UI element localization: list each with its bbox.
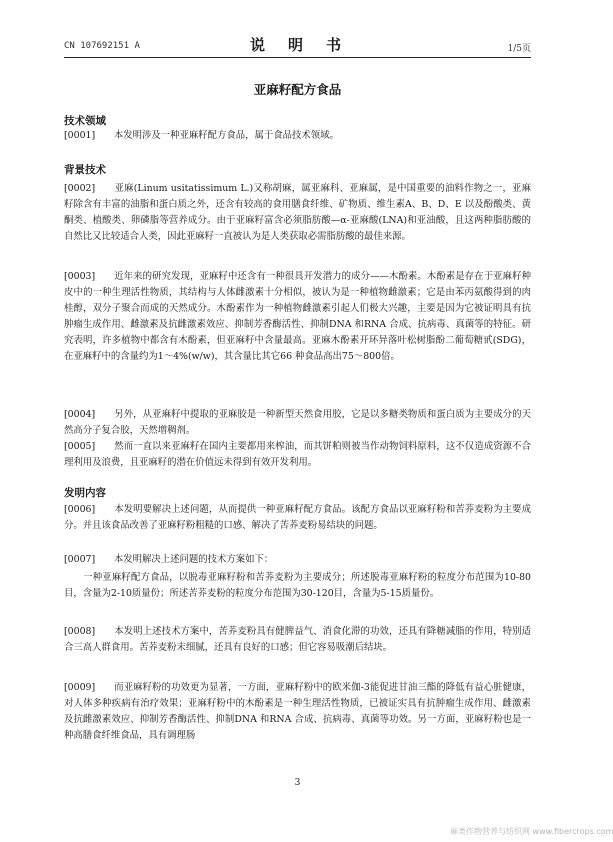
paragraph-0002: [0002] 亚麻(Linum usitatissimum L.)又称胡麻，属亚麻科、亚麻属，是中国重要的油料作物之一，亚麻籽除含有丰富的油脂和蛋白质之外，还含有较高的食用膳食纤维、矿物质、维生素A、B、D、E 以及酚酸类、黄酮类、植酸类、卵磷脂等营养成分。由于亚麻籽富含必须脂肪酸—α-亚麻酸(LNA)和亚油酸，且这两种脂肪酸的自然比又比较适合人类，因此亚麻籽一直被认为是人类获取必需脂肪酸的最佳来源。 [64, 183, 531, 242]
paragraph-0009: [0009] 而亚麻籽粉的功效更为显著，一方面，亚麻籽粉中的欧米伽-3能促进甘油三酯的降低有益心脏健康，对人体多种疾病有治疗效果；亚麻籽粉中的木酚素是一种生理活性物质，已被证实具有抗肿瘤生成作用、雌激素及抗雌激素效应、抑制芳香酶活性、抑制DNA 和RNA 合成、抗病毒、真菌等功效。另一方面，亚麻籽粉也是一种高膳食纤维食品，具有调理肠 [64, 682, 531, 741]
doc-number: CN 107692151 A [64, 41, 140, 51]
paragraph-0007: [0007] 本发明解决上述问题的技术方案如下： [64, 554, 274, 565]
section-heading-content: 发明内容 [64, 487, 106, 499]
paragraph-0004: [0004] 另外，从亚麻籽中提取的亚麻胶是一种新型天然食用胶，它是以多糖类物质和蛋白质为主要成分的天然高分子复合胶，天然增稠剂。 [64, 409, 531, 436]
watermark-text: 麻类作物营养与纺织网 www.fibercrops.com [450, 827, 613, 836]
header-divider [64, 57, 531, 58]
doc-type-heading: 说 明 书 [249, 36, 345, 54]
document-title: 亚麻籽配方食品 [253, 82, 342, 97]
page-number: 3 [294, 778, 301, 788]
paragraph-0003: [0003] 近年来的研究发现，亚麻籽中还含有一种很具开发潜力的成分——木酚素。木酚素是存在于亚麻籽种皮中的一种生理活性物质，其结构与人体雌激素十分相似，被认为是一种植物雌激素；它是由苯丙氨酸得到的肉桂醇，双分子聚合而成的天然成分。木酚素作为一种植物雌激素引起人们极大兴趣，主要是因为它被证明具有抗肿瘤生成作用、雌激素及抗雌激素效应、抑制芳香酶活性、抑制DNA 和RNA 合成、抗病毒、真菌等的特征。研究表明，许多植物中都含有木酚素，但亚麻籽中含量最高。亚麻木酚素开环异落叶松树脂酚二葡萄糖甙(SDG)，在亚麻籽中的含量约为1～4%(w/w)，其含量比其它66 种食品高出75～800倍。 [64, 271, 531, 362]
section-heading-background: 背景技术 [64, 164, 106, 176]
page-of-indicator: 1/5页 [507, 44, 531, 54]
section-heading-tech-field: 技术领域 [64, 115, 106, 127]
page-header [64, 34, 531, 54]
paragraph-0005: [0005] 然而一直以来亚麻籽在国内主要都用来榨油，而其饼粕则被当作动物饲料原料，这不仅造成资源不合理利用及浪费，且亚麻籽的潜在价值远未得到有效开发利用。 [64, 441, 531, 468]
paragraph-0001: [0001] 本发明涉及一种亚麻籽配方食品，属于食品技术领域。 [64, 130, 339, 141]
paragraph-0006: [0006] 本发明要解决上述问题，从而提供一种亚麻籽配方食品。该配方食品以亚麻籽粉和苦荞麦粉为主要成分。并且该食品改善了亚麻籽粉粗糙的口感、解决了苦荞麦粉易结块的问题。 [64, 504, 531, 531]
paragraph-0008: [0008] 本发明上述技术方案中，苦荞麦粉具有健脾益气、消食化滞的功效，还具有降糖减脂的作用，特别适合三高人群食用。苦荞麦粉末细腻，还具有良好的口感；但它容易吸潮后结块。 [64, 626, 531, 653]
paragraph-0007-solution: 一种亚麻籽配方食品，以脱毒亚麻籽粉和苦荞麦粉为主要成分；所述脱毒亚麻籽粉的粒度分布范围为10-80目，含量为2-10质量份；所述苦荞麦粉的粒度分布范围为30-120目，含量为5-15质量份。 [64, 572, 531, 599]
